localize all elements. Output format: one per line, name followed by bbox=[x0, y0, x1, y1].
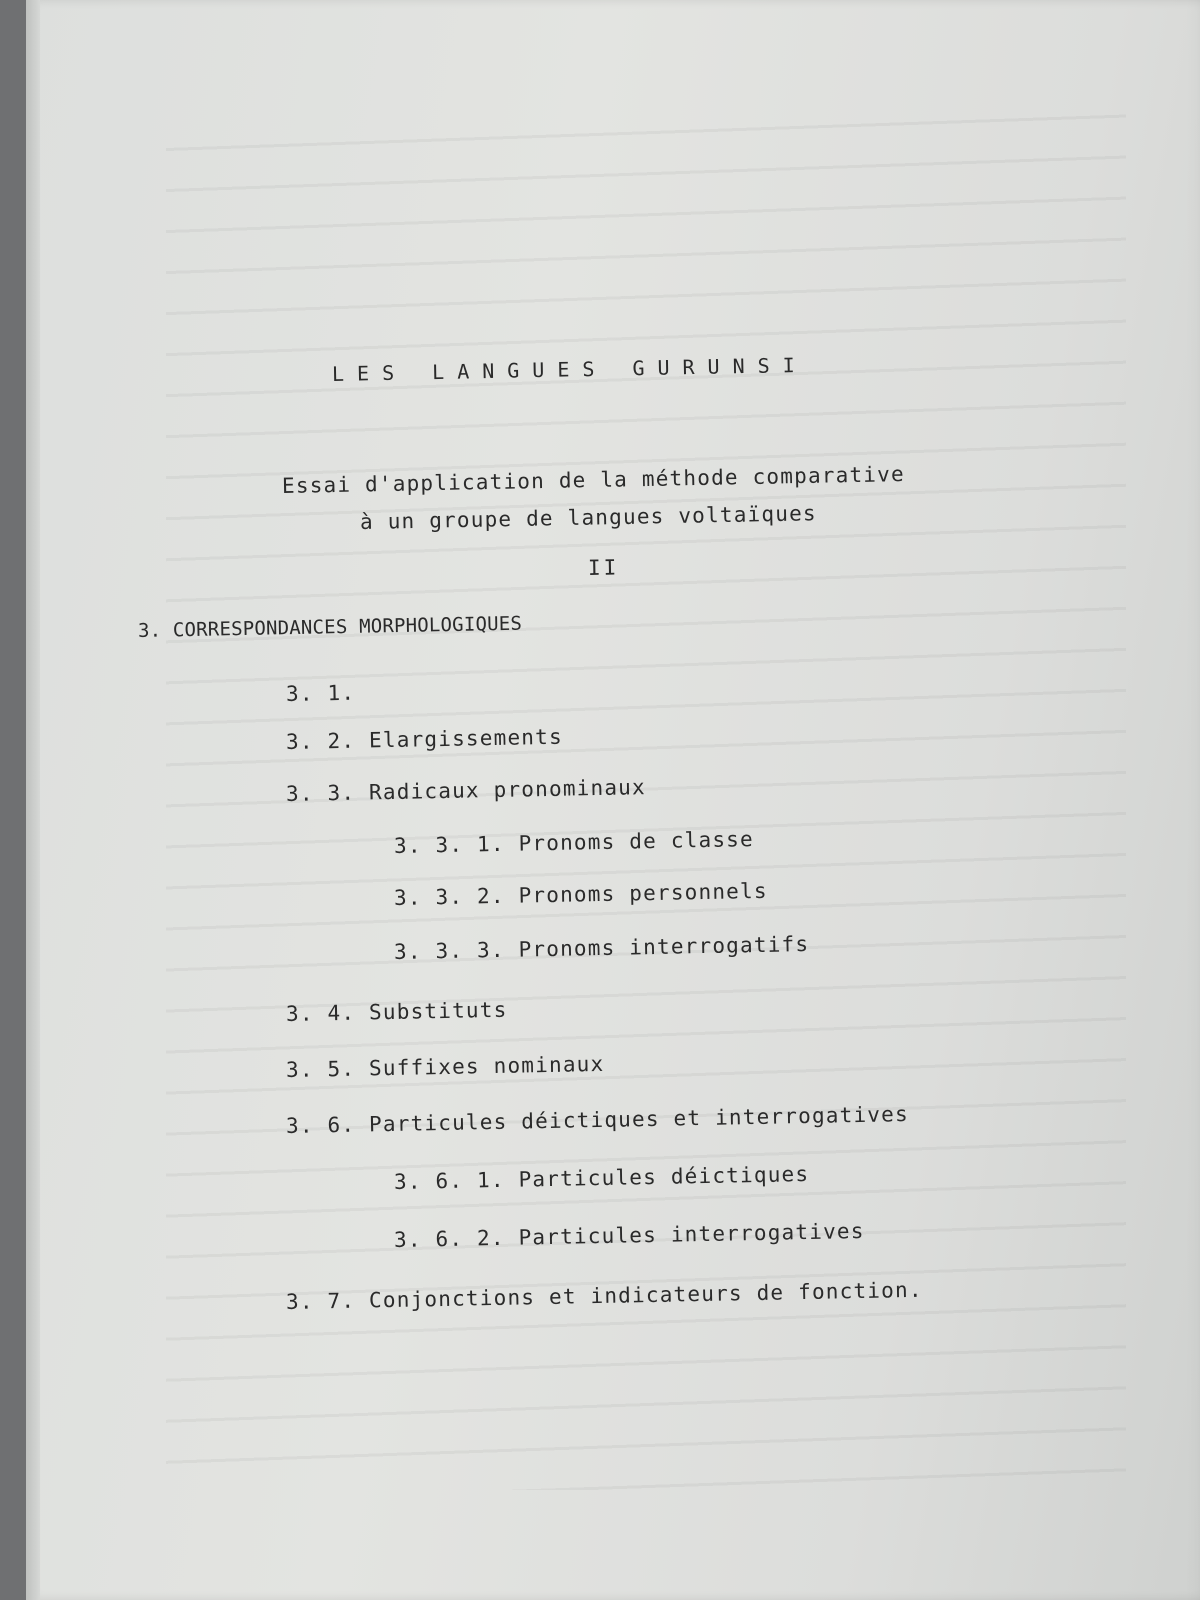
page-left-edge bbox=[26, 0, 40, 1600]
toc-item: 3. 1. bbox=[285, 680, 356, 706]
volume-number: II bbox=[587, 555, 620, 580]
toc-item: 3. 4. Substituts bbox=[285, 997, 508, 1026]
subtitle-line-2: à un groupe de langues voltaïques bbox=[359, 501, 817, 534]
toc-subitem: 3. 3. 2. Pronoms personnels bbox=[393, 878, 768, 910]
toc-subitem: 3. 6. 1. Particules déictiques bbox=[393, 1162, 810, 1194]
document-title: LES LANGUES GURUNSI bbox=[331, 352, 808, 386]
toc-item: 3. 6. Particules déictiques et interrogatives bbox=[285, 1102, 910, 1138]
page-right-shadow bbox=[1186, 0, 1200, 1600]
subtitle-line-1: Essai d'application de la méthode comparative bbox=[281, 462, 906, 498]
document-page bbox=[26, 0, 1200, 1600]
section-heading: 3. CORRESPONDANCES MORPHOLOGIQUES bbox=[137, 612, 523, 642]
toc-item: 3. 2. Elargissements bbox=[285, 724, 564, 754]
toc-item: 3. 7. Conjonctions et indicateurs de fonction. bbox=[285, 1277, 923, 1314]
toc-item: 3. 5. Suffixes nominaux bbox=[285, 1051, 605, 1082]
toc-subitem: 3. 6. 2. Particules interrogatives bbox=[393, 1218, 865, 1252]
toc-subitem: 3. 3. 1. Pronoms de classe bbox=[393, 827, 755, 858]
toc-subitem: 3. 3. 3. Pronoms interrogatifs bbox=[393, 932, 810, 964]
toc-item: 3. 3. Radicaux pronominaux bbox=[285, 775, 647, 806]
